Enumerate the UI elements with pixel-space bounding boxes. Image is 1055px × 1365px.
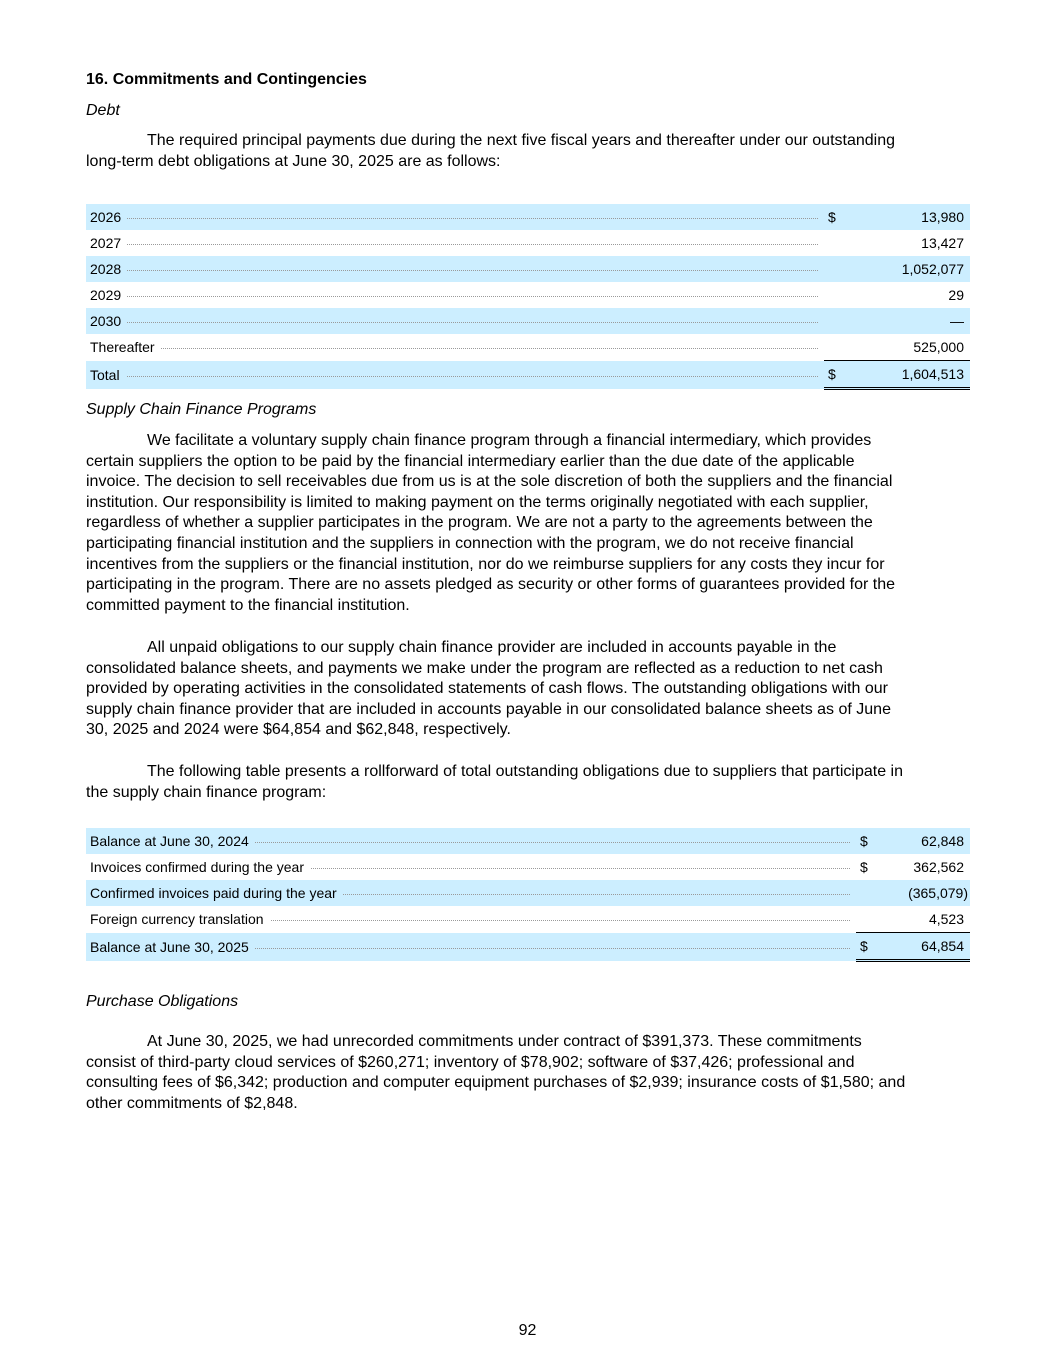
table-row xyxy=(86,256,970,282)
paragraph-line: The following table presents a rollforward of total outstanding obligations due to suppliers that participate in xyxy=(147,763,904,780)
paragraph-line: The required principal payments due during the next five fiscal years and thereafter under our outstanding xyxy=(147,132,895,149)
paragraph-line: incentives from the suppliers or the financial institution, nor do we reimburse suppliers for any costs they incur for xyxy=(86,555,885,573)
currency-symbol: $ xyxy=(860,859,868,875)
page-number: 92 xyxy=(518,1322,537,1339)
table-row xyxy=(86,308,970,334)
paragraph-line: participating financial institution and the suppliers in connection with the program, we do not receive financial xyxy=(86,534,854,552)
row-amount: 29 xyxy=(948,287,964,303)
supply-chain-paragraph-1 xyxy=(86,431,970,616)
table-total-row xyxy=(86,933,970,961)
row-label: 2026 xyxy=(86,209,127,225)
table-row xyxy=(86,906,970,933)
currency-symbol xyxy=(824,308,852,334)
row-amount: 362,562 xyxy=(913,859,964,875)
row-label: Confirmed invoices paid during the year xyxy=(86,885,343,901)
row-label: 2029 xyxy=(86,287,127,303)
table-row xyxy=(86,282,970,308)
supply-chain-subheading: Supply Chain Finance Programs xyxy=(86,401,317,418)
row-amount: 13,427 xyxy=(921,235,964,251)
row-label: Foreign currency translation xyxy=(86,911,270,927)
row-label: Balance at June 30, 2025 xyxy=(86,939,255,955)
currency-symbol xyxy=(856,906,884,933)
table-row xyxy=(86,854,970,880)
currency-symbol xyxy=(856,880,884,906)
currency-symbol xyxy=(824,230,852,256)
paragraph-line: committed payment to the financial institution. xyxy=(86,596,410,614)
debt-intro-paragraph xyxy=(86,131,970,172)
row-label: Balance at June 30, 2024 xyxy=(86,833,255,849)
table-row xyxy=(86,204,970,230)
paragraph-line: supply chain finance provider that are included in accounts payable in our consolidated balance sheets as of June xyxy=(86,700,891,718)
paragraph-line: invoice. The decision to sell receivables due from us is at the sole discretion of both the suppliers and the financial xyxy=(86,473,893,491)
supply-chain-paragraph-3 xyxy=(86,762,970,803)
row-amount: 13,980 xyxy=(852,204,970,230)
row-label: 2027 xyxy=(86,235,127,251)
paragraph-line: institution. Our responsibility is limited to making payment on the terms originally negotiated with each supplier, xyxy=(86,493,869,511)
section-heading: 16. Commitments and Contingencies xyxy=(86,71,367,88)
row-amount: 525,000 xyxy=(913,339,964,355)
row-amount: (365,079) xyxy=(884,880,970,906)
currency-symbol xyxy=(824,334,852,361)
paragraph-line: regardless of whether a supplier participates in the program. We are not a party to the agreements between the xyxy=(86,514,873,532)
paragraph-line: consolidated balance sheets, and payments we make under the program are reflected as a reduction to net cash xyxy=(86,659,883,677)
currency-symbol: $ xyxy=(824,204,852,230)
table-total-row xyxy=(86,361,970,389)
paragraph-line: 30, 2025 and 2024 were $64,854 and $62,848, respectively. xyxy=(86,721,511,739)
row-label: Thereafter xyxy=(86,339,161,355)
table-row xyxy=(86,334,970,361)
paragraph-line: At June 30, 2025, we had unrecorded commitments under contract of $391,373. These commitments xyxy=(147,1033,862,1050)
row-amount: 1,604,513 xyxy=(852,361,970,389)
supply-chain-paragraph-2 xyxy=(86,638,970,741)
currency-symbol xyxy=(824,256,852,282)
row-label: Total xyxy=(86,367,126,383)
paragraph-line: consulting fees of $6,342; production and computer equipment purchases of $2,939; insurance costs of $1,580; and xyxy=(86,1074,906,1092)
row-amount: 62,848 xyxy=(884,828,970,854)
debt-subheading: Debt xyxy=(86,102,120,119)
row-label: 2028 xyxy=(86,261,127,277)
paragraph-line: other commitments of $2,848. xyxy=(86,1094,298,1112)
paragraph-line: the supply chain finance program: xyxy=(86,783,327,801)
currency-symbol: $ xyxy=(856,828,884,854)
paragraph-line: All unpaid obligations to our supply chain finance provider are included in accounts payable in the xyxy=(147,639,837,656)
purchase-obligations-paragraph xyxy=(86,1032,970,1114)
debt-payments-table xyxy=(86,204,970,390)
paragraph-line: certain suppliers the option to be paid by the financial intermediary earlier than the due date of the applicable xyxy=(86,452,855,470)
row-label: 2030 xyxy=(86,313,127,329)
paragraph-line: We facilitate a voluntary supply chain finance program through a financial intermediary, which provides xyxy=(147,432,872,449)
currency-symbol: $ xyxy=(856,933,884,961)
table-row xyxy=(86,828,970,854)
row-amount: — xyxy=(852,308,970,334)
purchase-obligations-subheading: Purchase Obligations xyxy=(86,993,239,1010)
table-row xyxy=(86,230,970,256)
table-row xyxy=(86,880,970,906)
currency-symbol xyxy=(824,282,852,308)
currency-symbol: $ xyxy=(824,361,852,389)
rollforward-table xyxy=(86,828,970,962)
paragraph-line: long-term debt obligations at June 30, 2025 are as follows: xyxy=(86,152,501,170)
row-label: Invoices confirmed during the year xyxy=(86,859,310,875)
paragraph-line: consist of third-party cloud services of $260,271; inventory of $78,902; software of $37,426; professional and xyxy=(86,1053,855,1071)
row-amount: 1,052,077 xyxy=(852,256,970,282)
paragraph-line: participating in the program. There are no assets pledged as security or other forms of guarantees provided for the xyxy=(86,576,896,594)
row-amount: 4,523 xyxy=(928,911,964,927)
row-amount: 64,854 xyxy=(884,933,970,961)
paragraph-line: provided by operating activities in the consolidated statements of cash flows. The outstanding obligations with our xyxy=(86,680,888,698)
